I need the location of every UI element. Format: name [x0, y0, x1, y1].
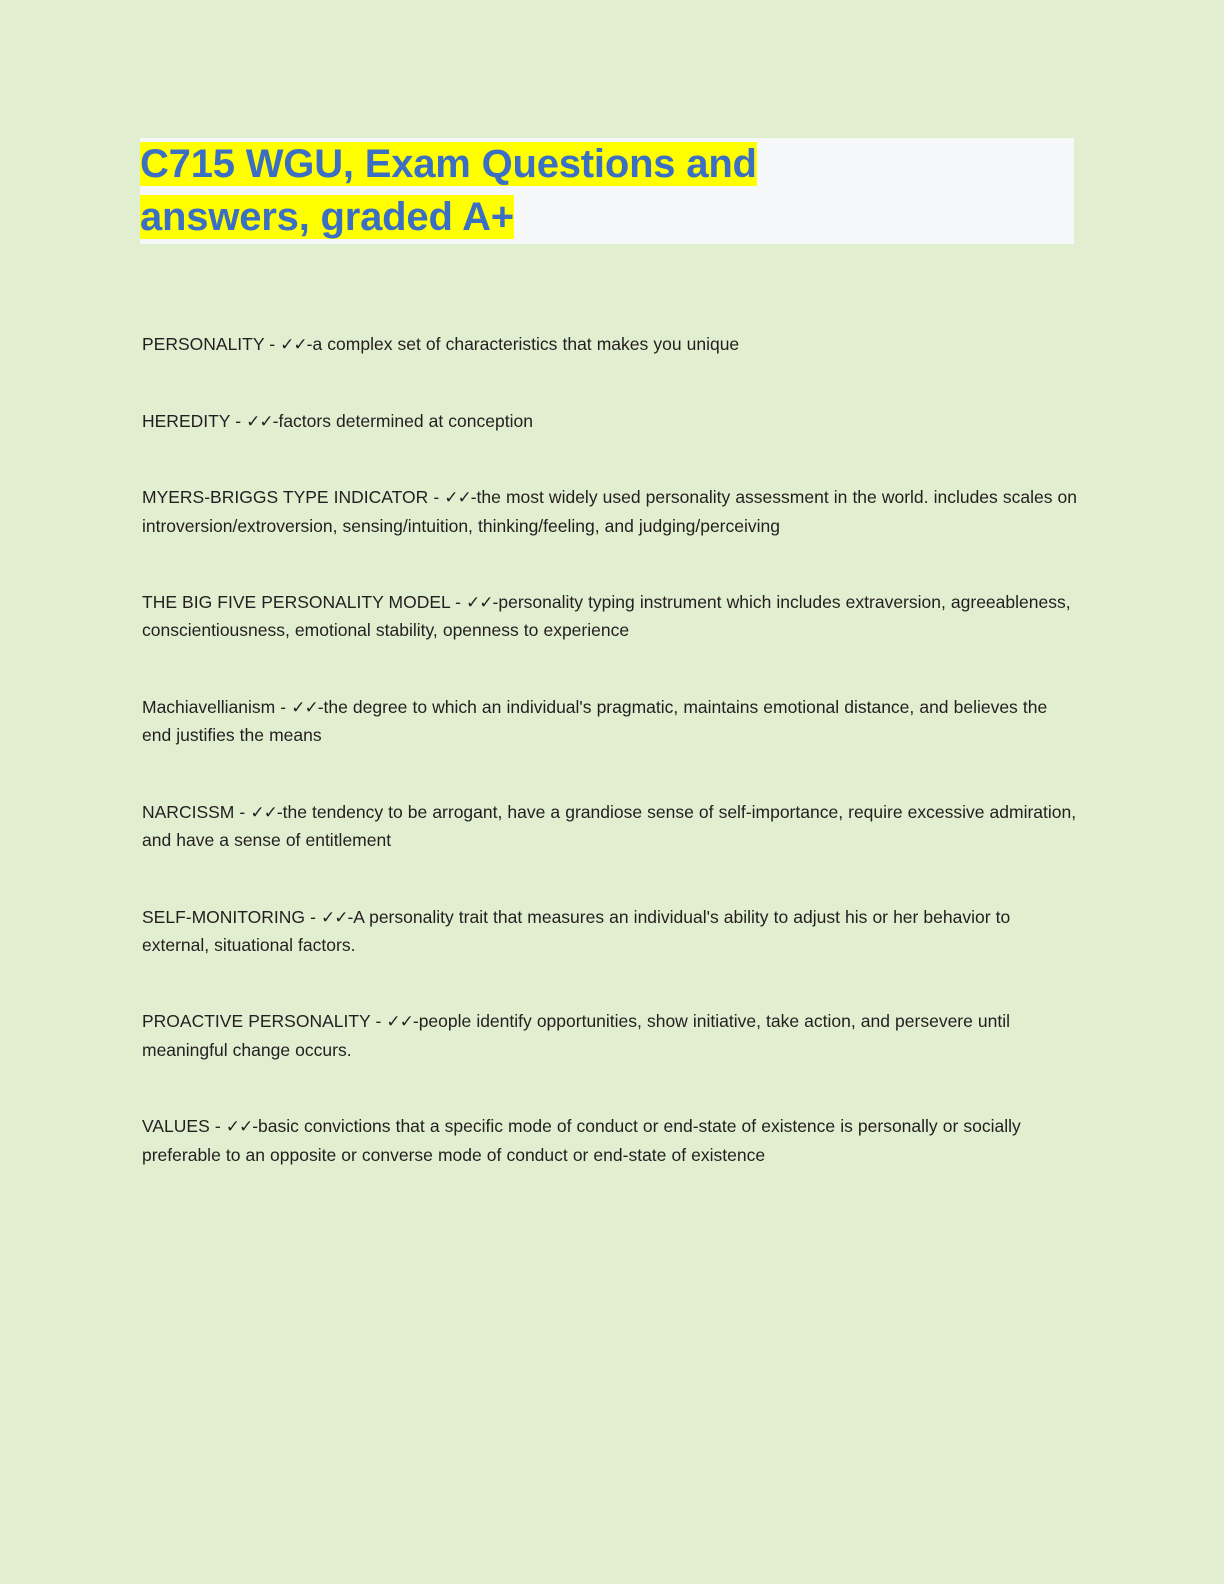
entry-list — [142, 330, 1077, 1217]
list-item — [142, 1007, 1077, 1064]
checkmarks-icon: ✓✓ — [225, 1117, 253, 1137]
entry-term: THE BIG FIVE PERSONALITY MODEL — [142, 591, 451, 612]
checkmarks-icon: ✓✓ — [386, 1012, 413, 1032]
checkmarks-icon: ✓✓ — [250, 802, 277, 822]
page-title-line-1: C715 WGU, Exam Questions and — [140, 142, 757, 186]
entry-definition: -the degree to which an individual's pragmatic, maintains emotional distance, and believes the end justifies the means — [142, 696, 1048, 746]
checkmarks-icon: ✓✓ — [320, 907, 348, 927]
entry-definition: -a complex set of characteristics that makes you unique — [306, 334, 740, 354]
list-item — [142, 588, 1077, 645]
title-block — [140, 138, 1074, 244]
entry-term: MYERS-BRIGGS TYPE INDICATOR — [142, 487, 429, 508]
entry-definition: -the tendency to be arrogant, have a grandiose sense of self-importance, require excessive admiration, and have a sense of entitlement — [142, 801, 1077, 851]
entry-definition: -factors determined at conception — [272, 410, 533, 431]
entry-term: Machiavellianism — [142, 696, 276, 717]
list-item — [142, 407, 1077, 436]
list-item — [142, 693, 1077, 750]
entry-definition: -people identify opportunities, show initiative, take action, and persevere until meaningful change occurs. — [142, 1011, 1011, 1060]
entry-term: PERSONALITY — [142, 334, 265, 354]
checkmarks-icon: ✓✓ — [280, 335, 307, 354]
entry-separator: - — [264, 334, 281, 354]
page-title-line-2: answers, graded A+ — [140, 195, 514, 240]
entry-term: PROACTIVE PERSONALITY — [142, 1011, 371, 1032]
entry-definition: -personality typing instrument which includes extraversion, agreeableness, conscientiousness, emotional stability, openness to experience — [142, 591, 1071, 641]
list-item — [142, 798, 1077, 855]
entry-definition: -the most widely used personality assessment in the world. includes scales on introversion/extroversion, sensing/intuition, thinking/feeling, and judging/perceiving — [142, 487, 1077, 536]
checkmarks-icon: ✓✓ — [466, 592, 493, 612]
entry-separator: - — [234, 801, 251, 822]
entry-separator: - — [230, 410, 247, 431]
list-item — [142, 483, 1077, 540]
entry-term: HEREDITY — [142, 410, 231, 431]
checkmarks-icon: ✓✓ — [444, 488, 471, 508]
entry-term: NARCISSM — [142, 801, 235, 822]
entry-term: SELF-MONITORING — [142, 906, 306, 927]
entry-separator: - — [428, 487, 445, 508]
entry-definition: -basic convictions that a specific mode of conduct or end-state of existence is personally or socially preferable to an opposite or converse mode of conduct or end-state of existence — [142, 1116, 1021, 1165]
entry-separator: - — [370, 1011, 387, 1032]
entry-separator: - — [450, 591, 467, 612]
entry-separator: - — [275, 696, 292, 717]
list-item — [142, 1112, 1077, 1169]
entry-term: VALUES — [142, 1116, 210, 1137]
checkmarks-icon: ✓✓ — [246, 411, 273, 431]
list-item — [142, 330, 1077, 359]
page-title — [140, 138, 1074, 244]
entry-definition: -A personality trait that measures an individual's ability to adjust his or her behavior to external, situational factors. — [142, 906, 1011, 956]
list-item — [142, 903, 1077, 960]
checkmarks-icon: ✓✓ — [291, 697, 318, 717]
entry-separator: - — [209, 1116, 226, 1137]
entry-separator: - — [305, 906, 321, 927]
